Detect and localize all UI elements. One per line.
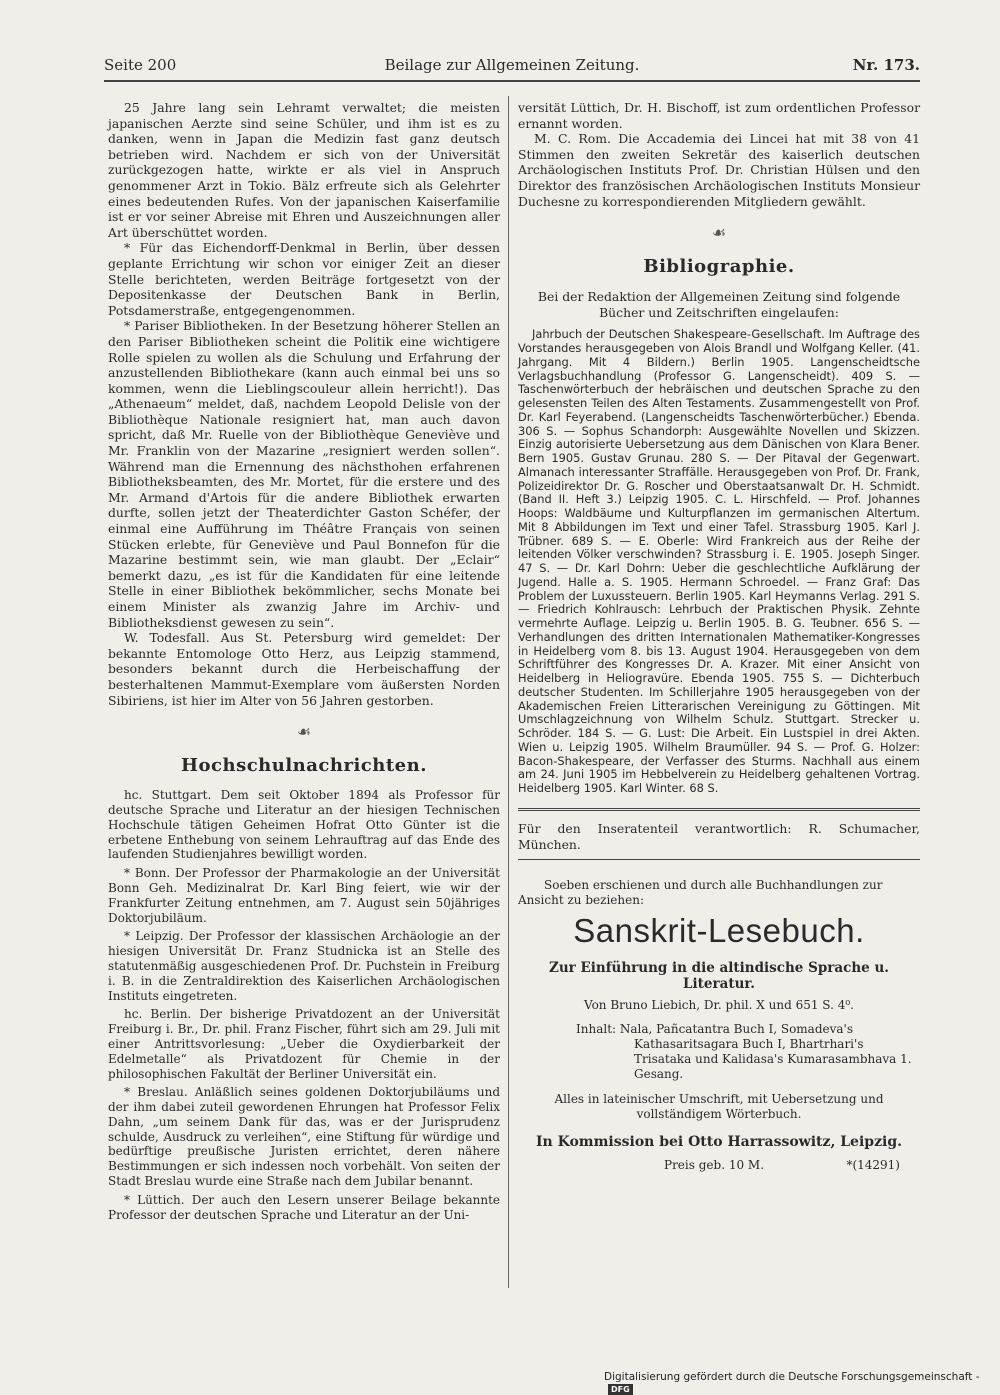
- right-column: [518, 100, 920, 1174]
- column-divider: [508, 96, 509, 1288]
- bibliographie-text: Jahrbuch der Deutschen Shakespeare-Gesellschaft. Im Auftrage des Vorstandes herausgegeben von Alois Brandl und Wolfgang Keller. (41. Jahrgang. Mit 4 Bildern.) Berlin 1905. Langenscheidtsche Verlagsbuchhandlung (Professor G. Langenscheidt). 409 S. — Taschenwörterbuch der hebräischen und deutschen Sprache zu den gelesensten Teilen des Alten Testaments. Zusammengestellt von Prof. Dr. Karl Feyerabend. (Langenscheidts Taschenwörterbücher.) Ebenda. 306 S. — Sophus Schandorph: Ausgewählte Novellen und Skizzen. Einzig autorisierte Uebersetzung aus dem Dänischen von Klara Bener. Bern 1905. Gustav Grunau. 280 S. — Der Pitaval der Gegenwart. Almanach interessanter Straffälle. Herausgegeben von Prof. Dr. Frank, Polizeidirektor Dr. G. Roscher und Oberstaatsanwalt Dr. H. Schmidt. (Band II. Heft 3.) Leipzig 1905. C. L. Hirschfeld. — Prof. Johannes Hoops: Waldbäume und Kulturpflanzen im germanischen Altertum. Mit 8 Abbildungen im Text und einer Tafel. Strassburg 1905. Karl J. Trübner. 689 S. — E. Oberle: Wird Frankreich aus der Reihe der leitenden Völker verschwinden? Strassburg i. E. 1905. Joseph Singer. 47 S. — Dr. Karl Dohrn: Ueber die geschlechtliche Aufklärung der Jugend. Halle a. S. 1905. Hermann Schroedel. — Franz Graf: Das Problem der Luxussteuern. Berlin 1905. Karl Heymanns Verlag. 291 S. — Friedrich Kohlrausch: Lehrbuch der Praktischen Physik. Zehnte vermehrte Auflage. Leipzig u. Berlin 1905. B. G. Teubner. 656 S. — Verhandlungen des dritten Internationalen Mathematiker-Kongresses in Heidelberg vom 8. bis 13. August 1904. Herausgegeben von dem Schriftführer des Kongresses Dr. A. Krazer. Mit einer Ansicht von Heidelberg in Heliogravüre. Ebenda 1905. 755 S. — Dichterbuch deutscher Studenten. Im Schillerjahre 1905 herausgegeben von der Akademischen Freien Litterarischen Vereinigung zu Göttingen. Mit Umschlagzeichnung von Wilhelm Schulz. Stuttgart. Strecker u. Schröder. 184 S. — G. Lust: Die Arbeit. Ein Lustspiel in drei Akten. Wien u. Leipzig 1905. Wilhelm Braumüller. 94 S. — Prof. G. Holzer: Bacon-Shakespeare, der Verfasser des Sturms. Nachhall aus einem am 24. Juni 1905 im Hebbelverein zu Heidelberg gehaltenen Vortrag. Heidelberg 1905. Karl Winter. 68 S.: [518, 327, 920, 796]
- newspaper-title: Beilage zur Allgemeinen Zeitung.: [384, 56, 640, 74]
- ad-title: Sanskrit-Lesebuch.: [573, 911, 865, 949]
- ad-subtitle: Zur Einführung in die altindische Sprache u. Literatur.: [549, 959, 889, 992]
- footer-text: Digitalisierung gefördert durch die Deutsche Forschungsgemeinschaft -: [604, 1371, 980, 1383]
- news-berlin: hc. Berlin. Der bisherige Privatdozent an der Universität Freiburg i. Br., Dr. phil. Franz Fischer, führt sich am 29. Juli mit einer Antrittsvorlesung: „Ueber die Oxydierbarkeit der Edelmetalle“ als Privatdozent für Chemie in der philosophischen Fakultät der Berliner Universität ein.: [108, 1007, 500, 1081]
- bibliographie-intro: Bei der Redaktion der Allgemeinen Zeitung sind folgende Bücher und Zeitschriften eingelaufen:: [537, 289, 901, 320]
- header-rule: [104, 80, 920, 82]
- issue-number: Nr. 173.: [852, 56, 920, 74]
- ad-author: Von Bruno Liebich, Dr. phil. X und 651 S. 4⁰.: [584, 997, 854, 1012]
- news-leipzig: * Leipzig. Der Professor der klassischen Archäologie an der hiesigen Universität Dr. Franz Studnicka ist an Stelle des statutenmäßig ausgeschiedenen Prof. Dr. Puchstein in Freiburg i. B. in die Zentraldirektion des Kaiserlichen Archäologischen Instituts eingetreten.: [108, 929, 500, 1003]
- news-breslau: * Breslau. Anläßlich seines goldenen Doktorjubiläums und der ihm dabei zuteil gewordenen Ehrungen hat Professor Felix Dahn, „um seinem Dank für das, was er der Jurisprudenz schulde, Ausdruck zu verleihen“, eine Stiftung für würdige und bedürftige preußische Juristen errichtet, deren nähere Bestimmungen er sich indessen noch vorbehält. Von seiten der Stadt Breslau wurde eine Straße nach dem Jubilar benannt.: [108, 1085, 500, 1189]
- article-pariser-bibliotheken: * Pariser Bibliotheken. In der Besetzung höherer Stellen an den Pariser Bibliotheken scheint die Politik eine wichtigere Rolle spielen zu wollen als die Schulung und Erfahrung der anzustellenden Bibliothekare (kann auch einmal bei uns so kommen, wenn die Lieblingscouleur allein herricht!). Das „Athenaeum“ meldet, daß, nachdem Leopold Delisle von der Bibliothèque Nationale resigniert hat, man auch davon spricht, daß Mr. Ruelle von der Bibliothèque Geneviève und Mr. Franklin von der Mazarine „resigniert werden sollen“. Während man die Ernennung des nächsthohen erfahrenen Bibliotheksbeamten, des Mr. Mortet, für die erstere und des Mr. Armand d'Artois für die andere Bibliothek erwarten durfte, sollen jetzt der Theaterdichter Gaston Schéfer, der einmal eine Aufführung im Théâtre Français von seinen Stücken erlebte, für Geneviève und Paul Bonnefon für die Mazarine bestimmt sein, wie man glaubt. Der „Eclair“ bemerkt dazu, „es ist für die Kandidaten für eine leitende Stelle in einer Bibliothek bekömmlicher, sechs Monate bei einem Minister als zwanzig Jahre im Archiv- und Bibliotheksdienst gewesen zu sein“.: [108, 318, 500, 630]
- ad-intro: Soeben erschienen und durch alle Buchhandlungen zur Ansicht zu beziehen:: [518, 877, 883, 907]
- page-number: Seite 200: [104, 56, 177, 74]
- ad-price-line: [518, 1158, 920, 1174]
- news-luettich: * Lüttich. Der auch den Lesern unserer Beilage bekannte Professor der deutschen Sprache und Literatur an der Uni-: [108, 1192, 500, 1222]
- divider: [518, 808, 920, 811]
- ornament-icon: ☙: [711, 223, 727, 243]
- article-eichendorff: * Für das Eichendorff-Denkmal in Berlin, über dessen geplante Errichtung wir schon vor einiger Zeit an dieser Stelle berichteten, werden Beiträge fortgesetzt von der Depositenkasse der Deutschen Bank in Berlin, Potsdamerstraße, entgegengenommen.: [108, 240, 500, 318]
- news-luettich-cont: versität Lüttich, Dr. H. Bischoff, ist zum ordentlichen Professor ernannt worden.: [518, 100, 920, 131]
- ornament-icon: ☙: [296, 722, 312, 742]
- ad-code: *(14291): [846, 1157, 900, 1172]
- section-title-bibliographie: Bibliographie.: [643, 256, 795, 278]
- left-column: [108, 100, 500, 1222]
- article-todesfall: W. Todesfall. Aus St. Petersburg wird gemeldet: Der bekannte Entomologe Otto Herz, aus Leipzig stammend, besonders bekannt durch die Herbeischaffung der besterhaltenen Mammut-Exemplare vom äußersten Norden Sibiriens, ist hier im Alter von 56 Jahren gestorben.: [108, 630, 500, 708]
- ad-contents: Inhalt: Nala, Pañcatantra Buch I, Somadeva's Kathasaritsagara Buch I, Bhartrhari's Trisataka und Kalidasa's Kumarasambhava 1. Gesang.: [576, 1021, 912, 1081]
- ad-price: Preis geb. 10 M.: [664, 1157, 765, 1172]
- dfg-logo: DFG: [608, 1384, 633, 1395]
- inseratenteil-notice: Für den Inseratenteil verantwortlich: R. Schumacher, München.: [518, 820, 920, 852]
- news-bonn: * Bonn. Der Professor der Pharmakologie an der Universität Bonn Geh. Medizinalrat Dr. Karl Bing feiert, wie wir der Frankfurter Zeitung entnehmen, am 7. August sein 50jähriges Doktorjubiläum.: [108, 866, 500, 925]
- ad-publisher: In Kommission bei Otto Harrassowitz, Leipzig.: [536, 1133, 902, 1150]
- hochschul-news: [108, 788, 500, 1222]
- article-baelz: 25 Jahre lang sein Lehramt verwaltet; die meisten japanischen Aerzte sind seine Schüler, und ihm ist es zu danken, wenn in Japan die Medizin fast ganz deutsch betrieben wird. Nachdem er sich von der Universität zurückgezogen hatte, wirkte er als viel in Anspruch genommener Arzt in Tokio. Bälz erfreute sich als Gelehrter eines bedeutenden Rufes. Von der japanischen Kaiserfamilie ist er vor seiner Abreise mit Ehren und Auszeichnungen aller Art überschüttet worden.: [108, 100, 500, 240]
- ad-note: Alles in lateinischer Umschrift, mit Uebersetzung und vollständigem Wörterbuch.: [554, 1091, 884, 1121]
- news-rom: M. C. Rom. Die Accademia dei Lincei hat mit 38 von 41 Stimmen den zweiten Sekretär des kaiserlich deutschen Archäologischen Instituts Prof. Dr. Christian Hülsen und den Direktor des französischen Archäologischen Instituts Monsieur Duchesne zu korrespondierenden Mitgliedern gewählt.: [518, 131, 920, 209]
- digitization-footer: [604, 1371, 1000, 1395]
- section-title-hochschul: Hochschulnachrichten.: [181, 755, 427, 777]
- divider: [518, 859, 920, 860]
- advertisement: [518, 878, 920, 1174]
- news-stuttgart: hc. Stuttgart. Dem seit Oktober 1894 als Professor für deutsche Sprache und Literatur an der hiesigen Technischen Hochschule tätigen Geheimen Hofrat Otto Günter ist die erbetene Enthebung von seinem Lehrauftrag auf das Ende des laufenden Studienjahres bewilligt worden.: [108, 788, 500, 862]
- bibliographie-list: [518, 328, 920, 796]
- page-header: [104, 56, 920, 80]
